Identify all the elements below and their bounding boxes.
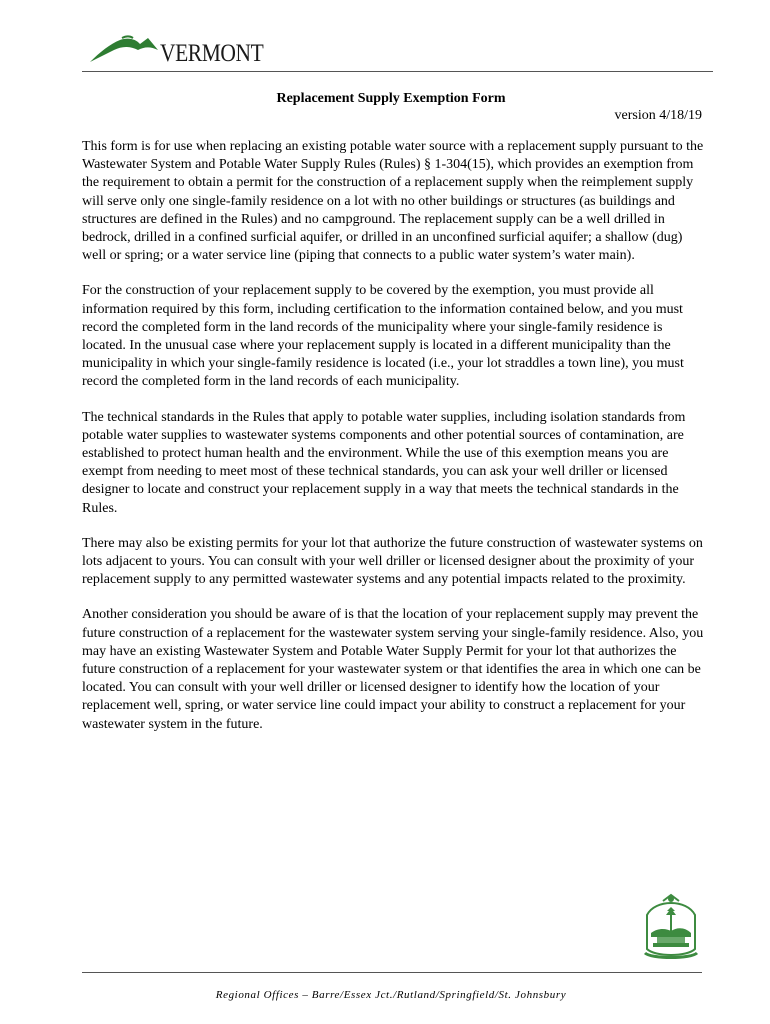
version-label: version 4/18/19 (614, 108, 702, 123)
paragraph-consideration: Another consideration you should be aware of is that the location of your replacement supply may prevent the future construction of a replacement for the wastewater system serving your single-family residence. Also, you may have an existing Wastewater System and Potable Water Supply Permit for your lot that authorizes the future construction of a replacement for your wastewater system or that identifies the area in which one can be located. You can consult with your well driller or licensed designer to identify how the location of your replacement well, spring, or water service line could impact your ability to construct a replacement for your wastewater system in the future. (82, 607, 704, 732)
body-text (82, 138, 708, 751)
footer-divider (82, 972, 702, 973)
logo-text: VERMONT (160, 40, 264, 67)
paragraph-technical-standards: The technical standards in the Rules that apply to potable water supplies, including isolation standards from potable water supplies to wastewater systems components and other potential sources of contamination, are established to protect human health and the environment. While the use of this exemption means you are exempt from needing to meet most of these technical standards, you can ask your well driller or licensed designer to locate and construct your replacement supply in a way that meets the technical standards in the Rules. (82, 409, 686, 516)
page-title: Replacement Supply Exemption Form (276, 91, 506, 106)
vermont-mountain-logo-icon (88, 30, 168, 70)
footer-regional-offices: Regional Offices – Barre/Essex Jct./Rutland/Springfield/St. Johnsbury (215, 989, 567, 1001)
header-divider (82, 71, 713, 72)
paragraph-recording: For the construction of your replacement supply to be covered by the exemption, you must provide all information required by this form, including certification to the information contained below, and you must record the completed form in the land records of the municipality where your single-family residence is located. In the unusual case where your replacement supply is located in a different municipality than the municipality in which your single-family residence is located (i.e., your lot straddles a town line), you must record the completed form in the land records of each municipality. (82, 283, 684, 390)
paragraph-existing-permits: There may also be existing permits for your lot that authorize the future construction of wastewater systems on lots adjacent to yours. You can consult with your well driller or licensed designer about the proximity of your replacement supply to any permitted wastewater systems and any potential impacts related to the proximity. (82, 535, 703, 588)
paragraph-intro: This form is for use when replacing an existing potable water source with a replacement supply pursuant to the Wastewater System and Potable Water Supply Rules (Rules) § 1-304(15), which provides an exemption from the requirement to obtain a permit for the construction of a replacement supply when the reimplement supply will serve only one single-family residence on a lot with no other buildings or structures (as buildings and structures are defined in the Rules) and no campground. The replacement supply can be a well drilled in bedrock, drilled in a confined surficial aquifer, or drilled in an unconfined surficial aquifer; a shallow (dug) well or spring; or a water service line (piping that connects to a public water system’s water main). (82, 139, 704, 264)
state-seal (641, 893, 701, 961)
vermont-logo (88, 30, 268, 70)
vermont-state-seal-icon (641, 893, 701, 961)
